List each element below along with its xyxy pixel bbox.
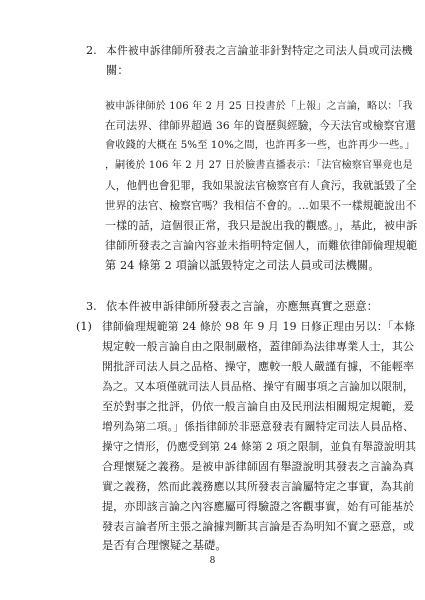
section-2-paragraph-line: 第 24 條第 2 項論以詆毀特定之司法人員或司法機關。 [105, 259, 380, 272]
section-2-paragraph-line: 一樣的話，這個很正常，我只是說出我的觀感。」，基此，被申訴 [105, 219, 418, 232]
section-2-paragraph-line: 被申訴律師於 106 年 2 月 25 日投書於「上報」之言論，略以：「我 [105, 101, 413, 112]
section-3-number: 3. [86, 300, 97, 313]
subitem-1-number: (1) [76, 320, 92, 333]
subitem-1-line: 為之。又本項僅就司法人員品格、操守有關事項之言論加以限制， [102, 381, 414, 393]
subitem-1-line: 是否有合理懷疑之基礎。 [102, 539, 227, 552]
section-2-number: 2. [86, 44, 97, 57]
section-2-heading-line: 本件被申訴律師所發表之言論並非針對特定之司法人員或司法機 [106, 44, 413, 57]
page-number: 8 [209, 556, 216, 566]
subitem-1-line: 發表言論者所主張之論據判斷其言論是否為明知不實之惡意，或 [102, 520, 415, 533]
subitem-1-line: 至於對事之批評，仍依一般言論自由及民刑法相關規定規範，爰 [102, 400, 415, 413]
section-2-heading-line: 關： [106, 64, 129, 77]
subitem-1-line: 提，亦即該言論之內容應屬可得驗證之客觀事實，始有可能基於 [102, 500, 415, 513]
subitem-1-line: 合理懷疑之義務。是被申訴律師固有舉證說明其發表之言論為真 [102, 460, 415, 473]
section-2-paragraph-line: ，嗣後於 106 年 2 月 27 日於臉書直播表示：「法官檢察官畢竟也是 [105, 160, 413, 171]
section-2-paragraph-line: 世界的法官、檢察官嗎？我相信不會的。...如果不一樣規範說出不 [105, 200, 417, 212]
subitem-1-line: 增列為第二項。」係指律師於非惡意發表有關特定司法人員品格、 [102, 420, 415, 433]
subitem-1-line: 開批評司法人員之品格、操守，應較一般人嚴謹有據，不能輕率 [102, 360, 415, 373]
section-2-paragraph-line: 會收錢的大概在 5%至 10%之間，也許再多一些，也許再少一些。」 [105, 140, 416, 151]
subitem-1-line: 實之義務，然而此義務應以其所發表言論屬特定之事實，為其前 [102, 480, 415, 493]
section-2-paragraph-line: 律師所發表之言論內容並未指明特定個人，而難依律師倫理規範 [105, 239, 418, 252]
subitem-1-line: 律師倫理規範第 24 條於 98 年 9 月 19 日修正理由另以：「本條 [102, 320, 416, 333]
section-2-paragraph-line: 人，他們也會犯罪，我如果說法官檢察官有人貪污，我就詆毀了全 [105, 180, 417, 192]
section-3-heading: 依本件被申訴律師所發表之言論，亦應無真實之惡意： [106, 300, 379, 313]
section-2-paragraph-line: 在司法界、律師界超過 36 年的資歷與經驗，今天法官或檢察官還 [105, 120, 416, 132]
subitem-1-line: 規定較一般言論自由之限制嚴格，蓋律師為法律專業人士，其公 [102, 340, 415, 353]
subitem-1-line: 操守之情形，仍應受到第 24 條第 2 項之限制，並負有舉證說明其 [102, 441, 417, 453]
